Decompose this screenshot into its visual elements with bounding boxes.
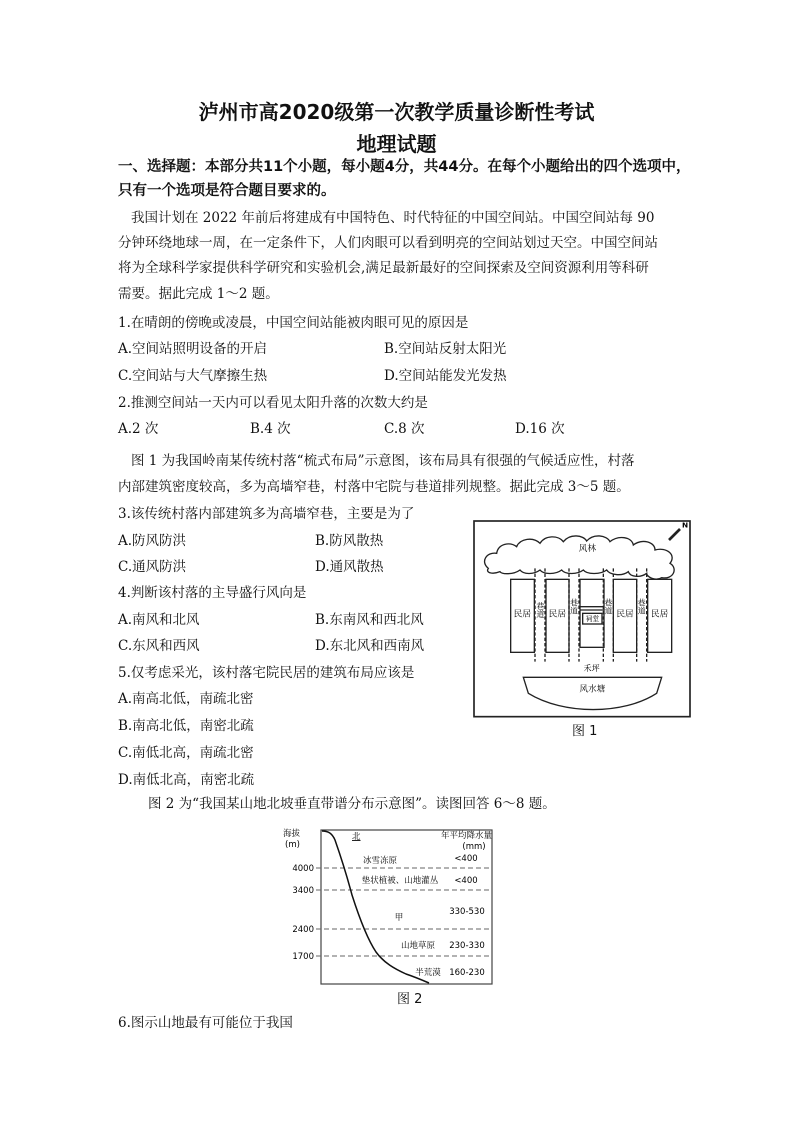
option: D.通风散热 (315, 559, 384, 575)
passage-line: 内部建筑密度较高，多为高墙窄巷，村落中宅院与巷道排列规整。据此完成 3～5 题。 (118, 479, 630, 495)
zone-label: 半荒漠 (415, 968, 441, 978)
section-instruction: 一、选择题：本部分共11个小题，每小题4分，共44分。在每个小题给出的四个选项中， (118, 159, 691, 175)
option: C.南低北高，南疏北密 (118, 745, 254, 761)
rain-value: 330-530 (449, 907, 485, 917)
option: B.南高北低，南密北疏 (118, 718, 254, 734)
rain-value: <400 (454, 876, 478, 886)
question-stem: 4.判断该村落的主导盛行风向是 (118, 585, 307, 601)
option: C.东风和西风 (118, 638, 200, 654)
lane-label: 巷道 (637, 598, 647, 615)
option: D.16 次 (515, 421, 565, 437)
rain-value: 230-330 (449, 941, 485, 951)
lane-label: 巷道 (569, 598, 579, 615)
question-stem: 1.在晴朗的傍晚或凌晨，中国空间站能被肉眼可见的原因是 (118, 315, 469, 331)
rain-value: <400 (454, 854, 478, 864)
passage-line: 分钟环绕地球一周，在一定条件下，人们肉眼可以看到明亮的空间站划过天空。中国空间站 (118, 235, 658, 251)
passage-line: 将为全球科学家提供科学研究和实验机会,满足最新最好的空间探索及空间资源利用等科研 (118, 260, 649, 276)
option: A.南风和北风 (118, 612, 200, 628)
exam-subtitle: 地理试题 (356, 132, 437, 156)
option: A.2 次 (118, 421, 159, 437)
rain-unit: (mm) (462, 842, 486, 852)
rain-value: 160-230 (449, 968, 485, 978)
option: C.通风防洪 (118, 559, 187, 575)
slope-profile (322, 831, 429, 983)
y-axis-unit: (m) (285, 840, 300, 850)
house-label: 民居 (616, 609, 634, 620)
figure-1-village-layout (470, 515, 695, 740)
option: B.东南风和西北风 (315, 612, 424, 628)
passage-line: 我国计划在 2022 年前后将建成有中国特色、时代特征的中国空间站。中国空间站每 90 (131, 210, 655, 226)
forest-cloud (485, 536, 675, 579)
figure-1-caption: 图 1 (572, 724, 598, 739)
tick-label: 2400 (292, 925, 314, 935)
north-arrow-icon (669, 529, 680, 540)
zone-label: 冰雪冻原 (362, 856, 398, 866)
option: C.8 次 (384, 421, 425, 437)
y-axis-label: 海拔 (283, 829, 301, 839)
rain-title: 年平均降水量 (440, 831, 492, 841)
option: D.东北风和西南风 (315, 638, 425, 654)
question-stem: 5.仅考虑采光，该村落宅院民居的建筑布局应该是 (118, 665, 415, 681)
question-stem: 2.推测空间站一天内可以看见太阳升落的次数大约是 (118, 395, 428, 411)
figure-2-vertical-zonation (280, 825, 520, 1005)
north-label: N (682, 520, 689, 530)
option: B.空间站反射太阳光 (384, 341, 507, 357)
exam-title: 泸州市高2020级第一次教学质量诊断性考试 (198, 100, 595, 124)
option: B.防风散热 (315, 533, 384, 549)
house-label: 民居 (651, 609, 669, 620)
passage-line: 图 2 为“我国某山地北坡垂直带谱分布示意图”。读图回答 6～8 题。 (148, 796, 556, 812)
passage-line: 图 1 为我国岭南某传统村落“梳式布局”示意图，该布局具有很强的气候适应性，村落 (131, 453, 635, 469)
house-label: 民居 (513, 609, 531, 620)
tick-label: 3400 (292, 886, 314, 896)
section-instruction: 只有一个选项是符合题目要求的。 (118, 183, 336, 199)
option: A.南高北低，南疏北密 (118, 691, 254, 707)
question-stem: 3.该传统村落内部建筑多为高墙窄巷，主要是为了 (118, 506, 415, 522)
option: A.防风防洪 (118, 533, 187, 549)
option: B.4 次 (250, 421, 291, 437)
zone-label: 山地草原 (400, 941, 436, 951)
lane-label: 巷道 (603, 598, 613, 615)
pond-label: 风水塘 (579, 684, 606, 695)
forest-label: 风林 (578, 544, 596, 554)
question-stem: 6.图示山地最有可能位于我国 (118, 1015, 293, 1031)
zone-label: 甲 (394, 913, 404, 923)
tick-label: 1700 (292, 952, 314, 962)
option: C.空间站与大气摩擦生热 (118, 368, 268, 384)
option: D.南低北高，南密北疏 (118, 772, 255, 788)
zone-label: 垫状植被、山地灌丛 (361, 876, 439, 886)
figure-2-caption: 图 2 (397, 992, 423, 1007)
north-label: 北 (352, 832, 361, 842)
square-label: 禾坪 (583, 664, 600, 673)
temple-label: 祠堂 (585, 615, 599, 623)
passage-line: 需要。据此完成 1～2 题。 (118, 286, 279, 302)
option: D.空间站能发光发热 (384, 368, 507, 384)
lane-label: 巷道 (535, 602, 545, 618)
tick-label: 4000 (292, 864, 314, 874)
option: A.空间站照明设备的开启 (118, 341, 268, 357)
house-label: 民居 (548, 609, 566, 620)
